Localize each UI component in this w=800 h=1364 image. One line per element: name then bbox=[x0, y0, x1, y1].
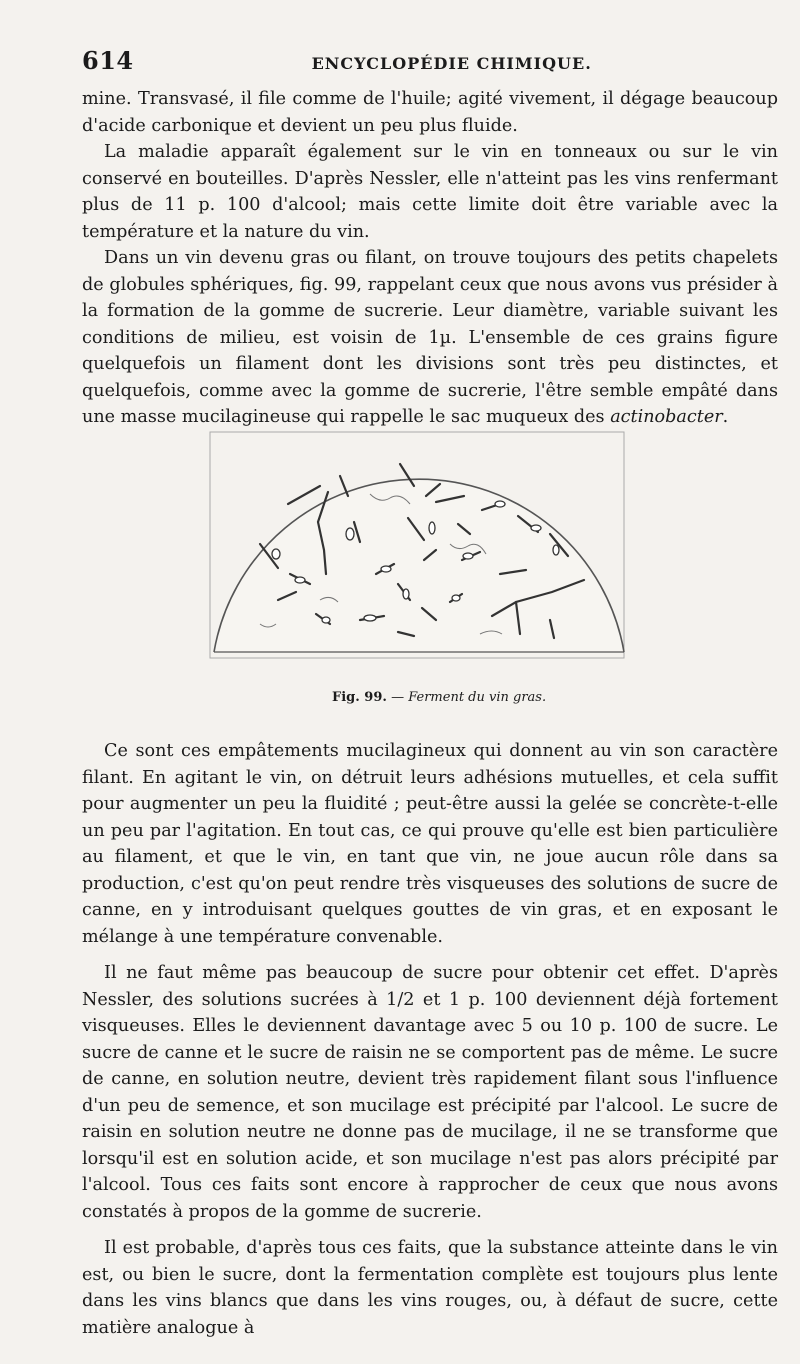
figure-number: Fig. 99. bbox=[332, 690, 387, 705]
paragraph-4: Ce sont ces empâtements mucilagineux qui donnent au vin son caractère filant. En agitant le vin, on détruit leurs adhésions mutuelles, et cela suffit pour augmenter un peu la fluidité ; peut-être aussi la gelée se concrète-t-elle un peu par l'agitation. En tout cas, ce qui prouve qu'elle est bien particulière au filament, et que le vin, en tant que vin, ne joue aucun rôle dans sa production, c'est qu'on peut rendre très visqueuses des solutions de sucre de canne, en y introduisant quelques gouttes de vin gras, et en exposant le mélange à une température convenable. bbox=[82, 741, 778, 947]
paragraph-5: Il ne faut même pas beaucoup de sucre pour obtenir cet effet. D'après Nessler, des solutions sucrées à 1/2 et 1 p. 100 deviennent déjà fortement visqueuses. Elles le deviennent davantage avec 5 ou 10 p. 100 de sucre. Le sucre de canne et le sucre de raisin ne se comportent pas de même. Le sucre de canne, en solution neutre, devient très rapidement filant sous l'influence d'un peu de semence, et son mucilage est précipité par l'alcool. Le sucre de raisin en solution neutre ne donne pas de mucilage, il ne se transforme que lorsqu'il est en solution acide, et son mucilage n'est pas alors précipité par l'alcool. Tous ces faits sont encore à rapprocher de ceux que nous avons constatés à propos de la gomme de sucrerie. bbox=[82, 963, 778, 1222]
paragraph-6: Il est probable, d'après tous ces faits, que la substance atteinte dans le vin est, ou bien le sucre, dont la fermentation complète est toujours plus lente dans les vins blancs que dans les vins rouges, ou, à défaut de sucre, cette matière analogue à bbox=[82, 1238, 778, 1338]
paragraph-3-end: . bbox=[722, 407, 729, 427]
figure-ferment-illustration bbox=[200, 424, 680, 670]
actinobacter-term: actinobacter bbox=[610, 407, 723, 427]
page-header bbox=[82, 46, 772, 76]
text-block-bottom bbox=[82, 738, 778, 1341]
figure-title: Ferment du vin gras. bbox=[408, 690, 547, 705]
paragraph-1: mine. Transvasé, il file comme de l'huile; agité vivement, il dégage beaucoup d'acide carbonique et devient un peu plus fluide. bbox=[82, 89, 778, 136]
paragraph-2: La maladie apparaît également sur le vin en tonneaux ou sur le vin conservé en bouteilles. D'après Nessler, elle n'atteint pas les vins renfermant plus de 11 p. 100 d'alcool; mais cette limite doit être variable avec la température et la nature du vin. bbox=[82, 142, 778, 242]
text-block-top bbox=[82, 86, 778, 431]
paragraph-3 bbox=[82, 245, 778, 431]
figure-dash: — bbox=[386, 690, 409, 705]
paragraph-3-text: Dans un vin devenu gras ou filant, on trouve toujours des petits chapelets de globules sphériques, fig. 99, rappelant ceux que nous avons vus présider à la formation de la gomme de sucrerie. Leur diamètre, variable suivant les conditions de milieu, est voisin de 1µ. L'ensemble de ces grains figure quelquefois un filament dont les divisions sont très peu distinctes, et quelquefois, comme avec la gomme de sucrerie, l'être semble empâté dans une masse mucilagineuse qui rappelle le sac muqueux des bbox=[82, 248, 778, 427]
figure-caption bbox=[332, 690, 546, 705]
page-number: 614 bbox=[82, 46, 134, 75]
running-title: ENCYCLOPÉDIE CHIMIQUE. bbox=[311, 54, 592, 73]
